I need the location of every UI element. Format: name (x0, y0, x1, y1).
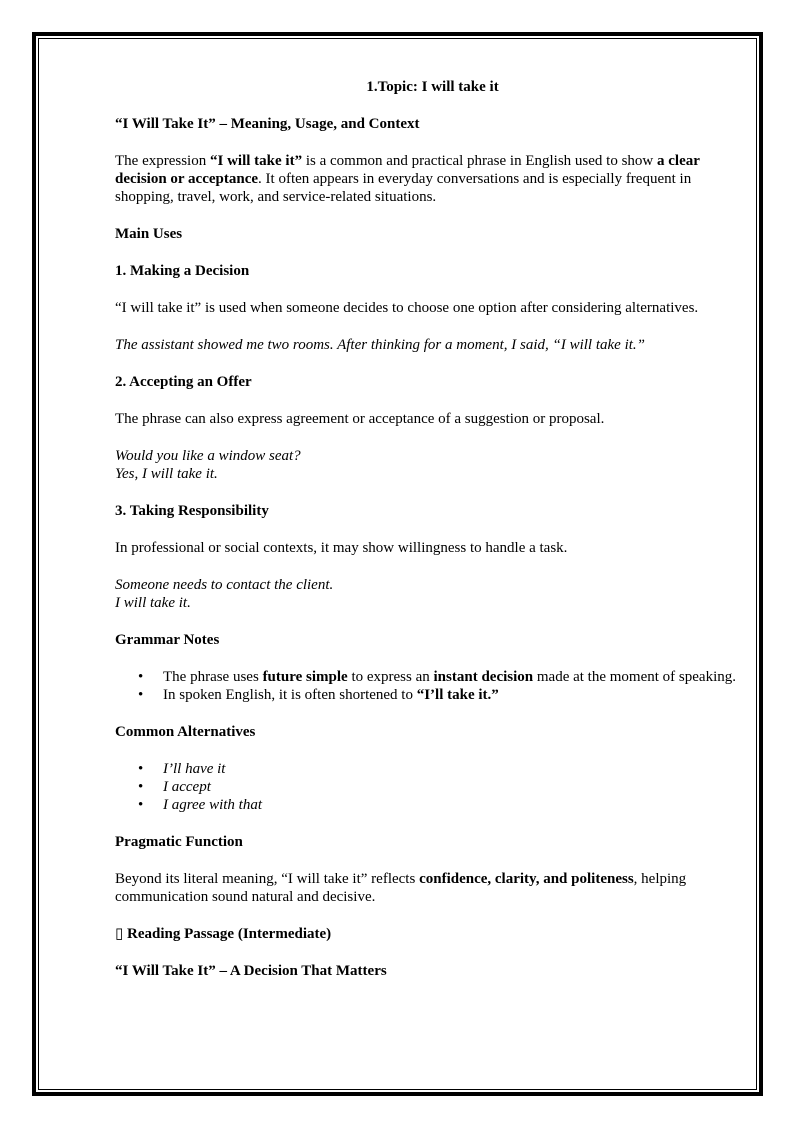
main-heading: “I Will Take It” – Meaning, Usage, and Context (115, 116, 420, 132)
pragmatic-heading: Pragmatic Function (115, 834, 243, 850)
use-3-heading: 3. Taking Responsibility (115, 503, 269, 519)
bullet-icon: • (138, 797, 144, 813)
pragmatic-paragraph: Beyond its literal meaning, “I will take it” reflects confidence, clarity, and politeness, helping communication sound natural and decisive. (115, 871, 687, 905)
use-2-example-line-1: Would you like a window seat? (115, 448, 301, 464)
topic-title: 1.Topic: I will take it (366, 79, 499, 95)
alternative-item: • I accept (138, 779, 211, 795)
alternatives-heading: Common Alternatives (115, 724, 256, 740)
reading-passage-heading: ▯ Reading Passage (Intermediate) (115, 926, 332, 942)
grammar-item: • In spoken English, it is often shortened to “I’ll take it.” (138, 687, 499, 703)
bullet-icon: • (138, 779, 144, 795)
document-body (115, 78, 750, 980)
alternative-item: • I’ll have it (138, 761, 226, 777)
bullet-icon: • (138, 761, 144, 777)
main-uses-heading: Main Uses (115, 226, 183, 242)
use-2-text: The phrase can also express agreement or acceptance of a suggestion or proposal. (115, 411, 605, 427)
use-2-example-line-2: Yes, I will take it. (115, 466, 218, 482)
grammar-item: • The phrase uses future simple to express an instant decision made at the moment of speaking. (138, 669, 736, 685)
use-1-text: “I will take it” is used when someone decides to choose one option after considering alternatives. (115, 300, 699, 316)
use-3-text: In professional or social contexts, it may show willingness to handle a task. (115, 540, 568, 556)
use-1-example: The assistant showed me two rooms. After thinking for a moment, I said, “I will take it.” (115, 337, 646, 353)
intro-paragraph: The expression “I will take it” is a common and practical phrase in English used to show a clear decision or acceptance. It often appears in everyday conversations and is especially frequent in shopping, travel, work, and service-related situations. (115, 153, 700, 205)
reading-passage-title: “I Will Take It” – A Decision That Matters (115, 963, 387, 979)
alternatives-list (115, 760, 750, 814)
grammar-list (115, 668, 750, 704)
use-1-heading: 1. Making a Decision (115, 263, 250, 279)
use-3-example-line-2: I will take it. (115, 595, 191, 611)
bullet-icon: • (138, 669, 144, 685)
grammar-heading: Grammar Notes (115, 632, 220, 648)
bullet-icon: • (138, 687, 144, 703)
use-2-heading: 2. Accepting an Offer (115, 374, 252, 390)
use-3-example-line-1: Someone needs to contact the client. (115, 577, 334, 593)
alternative-item: • I agree with that (138, 797, 263, 813)
